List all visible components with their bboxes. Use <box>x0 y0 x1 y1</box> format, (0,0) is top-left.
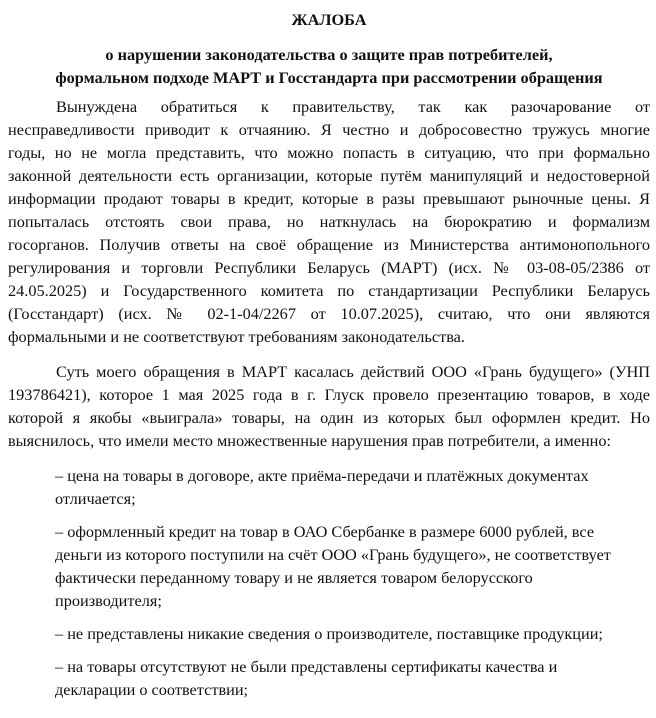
text-line: декларации о соответствии; <box>55 680 249 699</box>
document-subtitle <box>8 43 650 89</box>
subtitle-line: о нарушении законодательства о защите прав потребителей, <box>105 45 553 64</box>
text-line: которой я якобы «выиграла» товары, на один из которых был оформлен кредит. Но <box>8 408 650 427</box>
text-line: Вынуждена обратиться к правительству, так как разочарование от <box>56 97 650 116</box>
text-line: отличается; <box>55 489 136 508</box>
text-line: информации продают товары в кредит, которые в разы превышают рыночные цены. Я <box>8 189 650 208</box>
list-item <box>55 464 655 510</box>
document-title: ЖАЛОБА <box>291 10 367 29</box>
text-line: фактически переданному товару и не является товаром белорусского <box>55 568 533 587</box>
text-line: несправедливости приводит к отчаянию. Я честно и добросовестно тружусь многие <box>8 120 650 139</box>
list-item <box>55 655 655 701</box>
text-line: регулирования и торговли Республики Беларусь (МАРТ) (исх. № 03-08-05/2386 от <box>8 258 650 277</box>
document-page <box>8 8 650 711</box>
text-line: – цена на товары в договоре, акте приёма-передачи и платёжных документах <box>55 466 589 485</box>
text-line: формальными и не соответствуют требованиям законодательства. <box>8 327 465 346</box>
text-line: производителя; <box>55 591 162 610</box>
text-line: Суть моего обращения в МАРТ касалась действий ООО «Грань будущего» (УНП <box>56 362 650 381</box>
text-line: (Госстандарт) (исх. № 02-1-04/2267 от 10.07.2025), считаю, что они являются <box>8 304 650 323</box>
text-line: 193786421), которое 1 мая 2025 года в г. Глуск провело презентацию товаров, в ходе <box>8 385 650 404</box>
text-line: – не представлены никакие сведения о производителе, поставщике продукции; <box>55 624 603 643</box>
text-line: законной деятельности есть организации, которые путём манипуляций и недостоверной <box>8 166 650 185</box>
text-line: – оформленный кредит на товар в ОАО Сбербанке в размере 6000 рублей, все <box>55 522 595 541</box>
paragraph-essence <box>8 360 650 452</box>
text-line: выяснилось, что имели место множественные нарушения прав потребители, а именно: <box>8 431 612 450</box>
paragraph-intro <box>8 95 650 348</box>
text-line: – на товары отсутствуют не были представлены сертификаты качества и <box>55 657 558 676</box>
list-item <box>55 622 655 645</box>
text-line: 24.05.2025) и Государственного комитета по стандартизации Республики Беларусь <box>8 281 650 300</box>
text-line: попыталась отстоять свои права, но наткнулась на бюрократию и формализм <box>8 212 650 231</box>
subtitle-line: формальном подходе МАРТ и Госстандарта при рассмотрении обращения <box>55 68 603 87</box>
list-item <box>55 520 655 612</box>
text-line: деньги из которого поступили на счёт ООО «Грань будущего», не соответствует <box>55 545 611 564</box>
text-line: годы, но не могла представить, что можно попасть в ситуацию, что при формально <box>8 143 650 162</box>
text-line: госорганов. Получив ответы на своё обращение из Министерства антимонопольного <box>8 235 650 254</box>
